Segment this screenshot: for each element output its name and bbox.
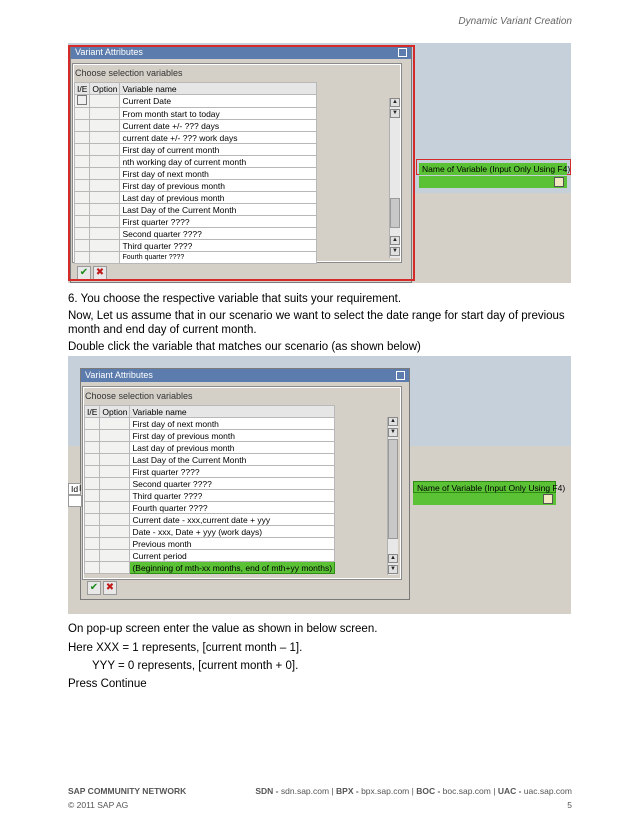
step-6-text: 6. You choose the respective variable that suits your requirement.: [68, 293, 402, 305]
left-label-id: Id: [68, 483, 81, 495]
f4-help-icon[interactable]: [543, 494, 553, 504]
variable-name-cell[interactable]: Fourth quarter ????: [130, 502, 335, 514]
table-row[interactable]: [85, 466, 335, 478]
cancel-button[interactable]: ✖: [103, 581, 117, 595]
table-row[interactable]: [85, 538, 335, 550]
variable-name-input[interactable]: [413, 493, 556, 505]
table-row[interactable]: [85, 442, 335, 454]
option-cell[interactable]: [100, 442, 130, 454]
bpx-link[interactable]: bpx.sap.com: [361, 786, 410, 796]
variable-name-cell[interactable]: Last day of previous month: [130, 442, 335, 454]
bpx-label: BPX -: [336, 786, 359, 796]
page-number: 5: [567, 800, 572, 810]
scroll-up-icon[interactable]: ▲: [390, 236, 400, 245]
yyy-explanation: YYY = 0 represents, [current month + 0].: [92, 660, 299, 672]
option-cell[interactable]: [100, 418, 130, 430]
uac-label: UAC -: [497, 786, 522, 796]
variable-name-cell[interactable]: First quarter ????: [130, 466, 335, 478]
option-cell[interactable]: [100, 466, 130, 478]
option-cell[interactable]: [100, 550, 130, 562]
scroll-down-icon[interactable]: ▼: [390, 109, 400, 118]
variable-name-cell[interactable]: Third quarter ????: [130, 490, 335, 502]
footer-links: SDN - sdn.sap.com | BPX - bpx.sap.com | BOC - boc.sap.com | UAC - uac.sap.com: [255, 786, 572, 796]
section-caption: Choose selection variables: [75, 68, 183, 78]
option-cell[interactable]: [100, 538, 130, 550]
variable-name-cell[interactable]: Last day of previous month: [120, 192, 317, 204]
variable-name-input[interactable]: [419, 176, 567, 188]
scroll-up-icon[interactable]: ▲: [390, 98, 400, 107]
variable-name-cell[interactable]: Previous month: [130, 538, 335, 550]
variable-name-cell[interactable]: Fourth quarter ????: [120, 252, 317, 264]
confirm-button[interactable]: ✔: [87, 581, 101, 595]
variable-name-cell[interactable]: Current period: [130, 550, 335, 562]
cancel-button[interactable]: ✖: [93, 266, 107, 280]
left-input[interactable]: [68, 495, 82, 507]
xxx-explanation: Here XXX = 1 represents, [current month – 1].: [68, 642, 303, 654]
ie-cell[interactable]: [85, 454, 100, 466]
variable-name-cell[interactable]: From month start to today: [120, 108, 317, 120]
left-label-i: I: [79, 483, 82, 493]
variable-name-cell[interactable]: nth working day of current month: [120, 156, 317, 168]
confirm-button[interactable]: ✔: [77, 266, 91, 280]
page-footer-bottom: [68, 800, 572, 810]
option-cell[interactable]: [100, 502, 130, 514]
boc-label: BOC -: [416, 786, 441, 796]
variable-name-cell[interactable]: Date - xxx, Date + yyy (work days): [130, 526, 335, 538]
popup-title: Variant Attributes: [75, 47, 143, 57]
ie-cell[interactable]: [85, 550, 100, 562]
popup-instruction: On pop-up screen enter the value as shown in below screen.: [68, 623, 378, 635]
table-row[interactable]: [85, 502, 335, 514]
scroll-down-icon[interactable]: ▼: [388, 565, 398, 574]
ie-cell[interactable]: [85, 418, 100, 430]
ie-cell[interactable]: [85, 514, 100, 526]
footer-org: SAP COMMUNITY NETWORK: [68, 786, 187, 796]
option-cell[interactable]: [100, 514, 130, 526]
variable-name-cell[interactable]: Current Date: [120, 95, 317, 108]
table-row[interactable]: [85, 526, 335, 538]
press-continue-text: Press Continue: [68, 678, 147, 690]
section-caption: Choose selection variables: [85, 391, 193, 401]
col-option-header: Option: [100, 406, 130, 418]
double-click-instruction: Double click the variable that matches our scenario (as shown below): [68, 341, 421, 353]
col-ie-header: I/E: [75, 83, 90, 95]
ie-cell[interactable]: [85, 490, 100, 502]
col-option-header: Option: [90, 83, 120, 95]
sdn-link[interactable]: sdn.sap.com: [280, 786, 330, 796]
variable-name-cell[interactable]: Second quarter ????: [120, 228, 317, 240]
variable-name-cell[interactable]: current date +/- ??? work days: [120, 132, 317, 144]
variable-name-cell[interactable]: First day of previous month: [130, 430, 335, 442]
table-row[interactable]: [85, 478, 335, 490]
option-cell[interactable]: [100, 454, 130, 466]
screenshot-variable-list-1: [68, 43, 571, 283]
variable-name-cell[interactable]: First day of current month: [120, 144, 317, 156]
variant-attributes-popup: [80, 368, 410, 600]
variable-name-cell[interactable]: First day of previous month: [120, 180, 317, 192]
option-cell[interactable]: [100, 430, 130, 442]
boc-link[interactable]: boc.sap.com: [442, 786, 491, 796]
popup-titlebar: [81, 369, 409, 382]
ie-cell[interactable]: [85, 478, 100, 490]
scrollbar-thumb[interactable]: [388, 439, 398, 539]
scroll-down-icon[interactable]: ▼: [388, 428, 398, 437]
close-icon[interactable]: [396, 371, 405, 380]
ie-cell[interactable]: [85, 466, 100, 478]
page-footer: [68, 786, 572, 796]
table-row[interactable]: [85, 550, 335, 562]
ie-cell[interactable]: [85, 538, 100, 550]
variable-name-field-label: Name of Variable (Input Only Using F4): [419, 163, 567, 175]
variable-name-cell[interactable]: Current date +/- ??? days: [120, 120, 317, 132]
variable-name-cell[interactable]: Last Day of the Current Month: [130, 454, 335, 466]
col-varname-header: Variable name: [120, 83, 317, 95]
page-header-title: Dynamic Variant Creation: [458, 16, 572, 27]
table-row[interactable]: [85, 418, 335, 430]
variable-name-cell[interactable]: Second quarter ????: [130, 478, 335, 490]
ie-cell[interactable]: [85, 430, 100, 442]
table-row[interactable]: [85, 430, 335, 442]
variable-name-cell[interactable]: First day of next month: [130, 418, 335, 430]
scroll-down-icon[interactable]: ▼: [390, 247, 400, 256]
option-cell[interactable]: [100, 526, 130, 538]
option-cell[interactable]: [100, 478, 130, 490]
highlight-frame: [68, 45, 415, 281]
scroll-up-icon[interactable]: ▲: [388, 417, 398, 426]
uac-link[interactable]: uac.sap.com: [523, 786, 572, 796]
table-header-row: [85, 406, 335, 418]
screenshot-variable-list-2: [68, 356, 571, 614]
table-row[interactable]: [85, 514, 335, 526]
option-cell[interactable]: [100, 490, 130, 502]
variable-name-cell[interactable]: First quarter ????: [120, 216, 317, 228]
variable-name-cell[interactable]: (Beginning of mth-xx months, end of mth+yy months): [130, 562, 335, 574]
table-scrollbar[interactable]: [387, 417, 398, 575]
ie-cell[interactable]: [85, 562, 100, 574]
sdn-label: SDN -: [255, 786, 279, 796]
col-varname-header: Variable name: [130, 406, 335, 418]
ie-cell[interactable]: [85, 526, 100, 538]
ie-cell[interactable]: [85, 442, 100, 454]
scenario-text: Now, Let us assume that in our scenario we want to select the date range for start day of previous month and end day of current month.: [68, 310, 565, 336]
col-ie-header: I/E: [85, 406, 100, 418]
option-cell[interactable]: [100, 562, 130, 574]
ie-cell[interactable]: [85, 502, 100, 514]
table-row-selected[interactable]: [85, 562, 335, 574]
variable-name-field-label: Name of Variable (Input Only Using F4): [413, 481, 556, 493]
scroll-up-icon[interactable]: ▲: [388, 554, 398, 563]
f4-help-icon[interactable]: [554, 177, 564, 187]
popup-title: Variant Attributes: [85, 370, 153, 380]
variable-name-cell[interactable]: Current date - xxx,current date + yyy: [130, 514, 335, 526]
variable-name-cell[interactable]: Third quarter ????: [120, 240, 317, 252]
variable-name-cell[interactable]: Last Day of the Current Month: [120, 204, 317, 216]
table-row[interactable]: [85, 454, 335, 466]
variables-table: [84, 405, 335, 574]
copyright: © 2011 SAP AG: [68, 800, 129, 810]
variable-name-cell[interactable]: First day of next month: [120, 168, 317, 180]
table-row[interactable]: [85, 490, 335, 502]
